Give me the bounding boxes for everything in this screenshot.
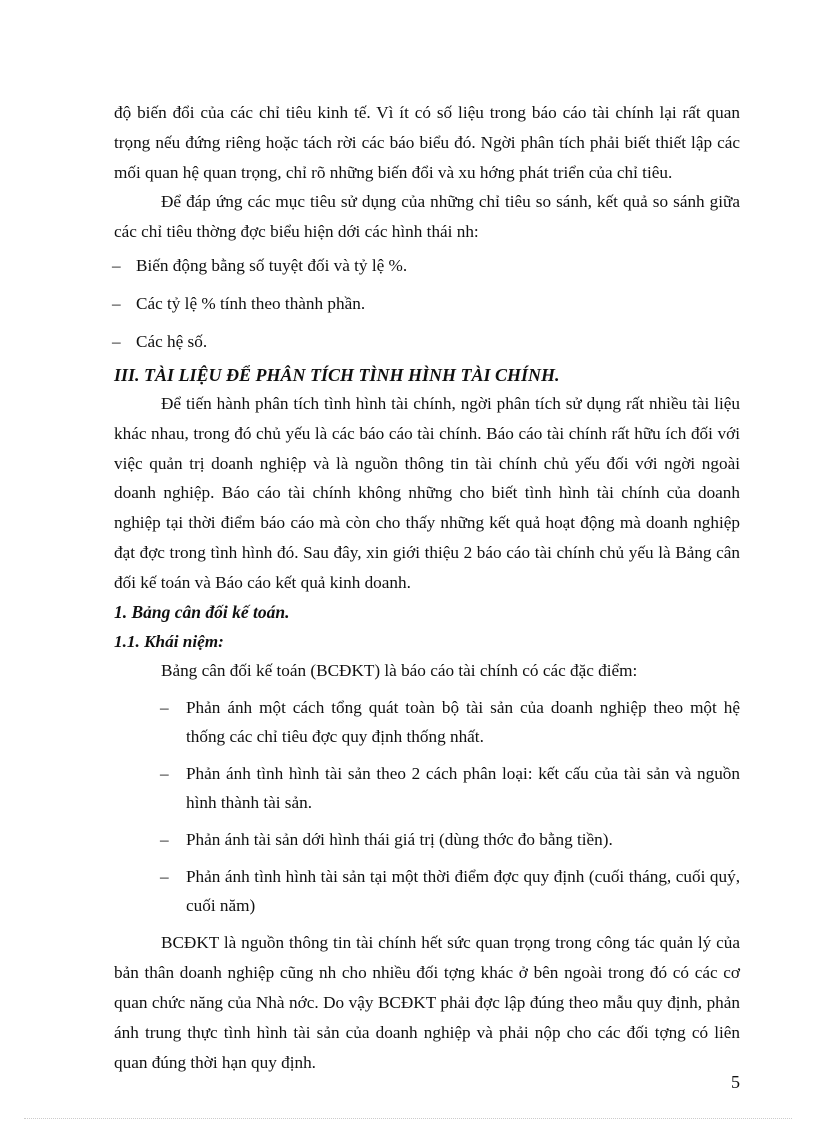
dash-bullet-icon: – bbox=[160, 764, 169, 784]
dash-bullet-icon: – bbox=[160, 698, 169, 718]
list-item bbox=[112, 247, 740, 285]
paragraph-balance-sheet-definition: Bảng cân đối kế toán (BCĐKT) là báo cáo tài chính có các đặc điểm: bbox=[161, 660, 638, 680]
dash-bullet-icon: – bbox=[112, 293, 121, 313]
balance-sheet-features-list bbox=[160, 693, 740, 920]
list-item-text: Phản ánh tài sản dới hình thái giá trị (dùng thớc đo bằng tiền). bbox=[186, 830, 613, 850]
list-item bbox=[160, 862, 740, 920]
list-item bbox=[160, 693, 740, 751]
list-item-text: Phản ánh tình hình tài sản theo 2 cách phân loại: kết cấu của tài sản và nguồn hình thành tài sản. bbox=[186, 764, 740, 813]
list-item bbox=[160, 825, 740, 854]
section-heading-3: III. TÀI LIỆU ĐỂ PHÂN TÍCH TÌNH HÌNH TÀI CHÍNH. bbox=[114, 364, 560, 385]
paragraph-intro-continuation: độ biến đổi của các chỉ tiêu kinh tế. Vì ít có số liệu trong báo cáo tài chính lại rất quan trọng nếu đứng riêng hoặc tách rời các báo biểu đó. Ngời phân tích phải biết thiết lập các mối quan hệ quan trọng, chỉ rõ những biến đổi và xu hớng phát triển của chỉ tiêu. bbox=[114, 103, 740, 182]
subsection-heading-concept: 1.1. Khái niệm: bbox=[114, 631, 224, 651]
list-item-text: Các tỷ lệ % tính theo thành phần. bbox=[136, 293, 366, 313]
paragraph-comparison-forms: Để đáp ứng các mục tiêu sử dụng của những chỉ tiêu so sánh, kết quả so sánh giữa các chỉ tiêu thờng đợc biểu hiện dới các hình thái nh: bbox=[114, 192, 740, 242]
dash-bullet-icon: – bbox=[112, 255, 121, 275]
dash-bullet-icon: – bbox=[160, 830, 169, 850]
subsection-heading-balance-sheet: 1. Bảng cân đối kế toán. bbox=[114, 601, 290, 622]
dash-bullet-icon: – bbox=[112, 331, 121, 351]
paragraph-financial-documents: Để tiến hành phân tích tình hình tài chính, ngời phân tích sử dụng rất nhiều tài liệu khác nhau, trong đó chủ yếu là các báo cáo tài chính. Báo cáo tài chính rất hữu ích đối với việc quản trị doanh nghiệp và là nguồn thông tin tài chính chủ yếu đối với ngời ngoài doanh nghiệp. Báo cáo tài chính không những cho biết tình hình tài chính của doanh nghiệp tại thời điểm báo cáo mà còn cho thấy những kết quả hoạt động mà doanh nghiệp đạt đợc trong tình hình đó. Sau đây, xin giới thiệu 2 báo cáo tài chính chủ yếu là Bảng cân đối kế toán và Báo cáo kết quả kinh doanh. bbox=[114, 393, 740, 592]
list-item bbox=[112, 323, 740, 361]
paragraph-balance-sheet-importance: BCĐKT là nguồn thông tin tài chính hết sức quan trọng trong công tác quản lý của bản thân doanh nghiệp cũng nh cho nhiều đối tợng khác ở bên ngoài trong đó có các cơ quan chức năng của Nhà nớc. Do vậy BCĐKT phải đợc lập đúng theo mẫu quy định, phản ánh trung thực tình hình tài sản của doanh nghiệp và phải nộp cho các đối tợng có liên quan đúng thời hạn quy định. bbox=[114, 933, 740, 1072]
comparison-forms-list bbox=[114, 247, 740, 361]
page-number: 5 bbox=[731, 1072, 740, 1092]
list-item-text: Phản ánh tình hình tài sản tại một thời điểm đợc quy định (cuối tháng, cuối quý, cuối năm) bbox=[186, 867, 740, 916]
list-item-text: Các hệ số. bbox=[136, 331, 208, 351]
dash-bullet-icon: – bbox=[160, 867, 169, 887]
page-content bbox=[114, 98, 740, 1077]
list-item bbox=[112, 285, 740, 323]
page-bottom-divider bbox=[24, 1118, 792, 1119]
list-item-text: Phản ánh một cách tổng quát toàn bộ tài sản của doanh nghiệp theo một hệ thống các chỉ tiêu đợc quy định thống nhất. bbox=[186, 698, 740, 747]
list-item-text: Biến động bằng số tuyệt đối và tỷ lệ %. bbox=[136, 255, 408, 275]
list-item bbox=[160, 759, 740, 817]
